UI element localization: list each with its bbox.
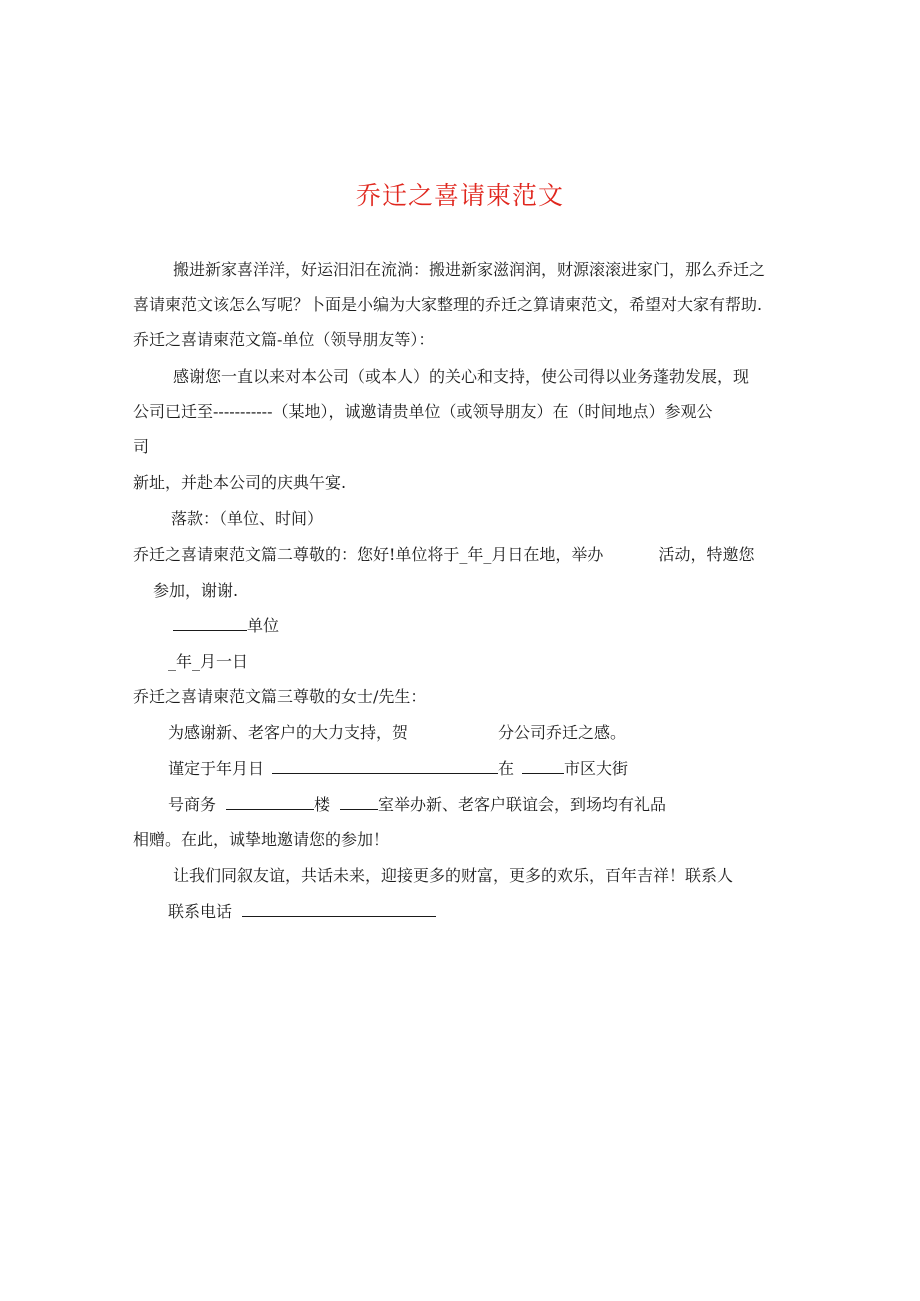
section-3-line-1-text-end: 分公司乔迁之感。 [498,723,627,742]
intro-line-1: 搬进新家喜洋洋，好运汨汨在流淌：搬进新家滋润润，财源滚滚进家门，那么乔迁之 [173,260,766,279]
section-1-heading: 乔迁之喜请柬范文篇-单位（领导朋友等）： [133,330,435,349]
section-2-date: _年_月一日 [168,652,249,671]
section-2-unit-line [173,615,279,637]
intro-line-2: 喜请柬范文该怎么写呢？卜面是小编为大家整理的乔迁之算请柬范文，希望对大家有帮助. [133,295,763,314]
section-2-line-1 [133,544,754,566]
section-3-line-1 [168,722,626,744]
section-3-line-3-text: 号商务 [168,795,217,814]
building-blank [226,794,314,810]
section-2-line-1-text-end: 活动，特邀您 [658,545,755,564]
section-1-paragraph-line-4: 新址，并赴本公司的庆典午宴. [133,473,347,492]
section-1-paragraph-line-3: 司 [133,437,150,456]
section-3-line-4: 相赠。在此，诚挚地邀请您的参加！ [133,830,390,849]
contact-phone-blank [242,901,436,917]
section-3-line-3-rest: 室举办新、老客户联谊会，到场均有礼品 [378,795,667,814]
section-3-line-2-street: 市区大街 [564,759,629,778]
section-3-line-2 [168,758,628,780]
document-title: 乔迁之喜请柬范文 [355,181,564,210]
section-3-line-2-at: 在 [498,759,515,778]
section-2-line-1-text: 乔迁之喜请柬范文篇二尊敬的：您好!单位将于_年_月日在地，举办 [133,545,604,564]
date-blank [272,758,498,774]
section-1-paragraph-line-2: 公司已迁至-----------（某地），诚邀请贵单位（或领导朋友）在（时间地点）参观公 [133,402,713,421]
section-1-signature: 落款：（单位、时间） [171,509,324,528]
section-2-line-2: 参加，谢谢. [153,581,239,600]
section-3-line-5: 让我们同叙友谊，共话未来，迎接更多的财富，更多的欢乐，百年吉祥！联系人 [173,866,734,885]
section-3-line-2-text: 谨定于年月日 [168,759,265,778]
unit-blank [173,615,247,631]
contact-phone-label: 联系电话 [168,902,233,921]
section-1-paragraph-line-1: 感谢您一直以来对本公司（或本人）的关心和支持，使公司得以业务蓬勃发展，现 [173,367,750,386]
section-3-line-1-text: 为感谢新、老客户的大力支持，贺 [168,723,409,742]
section-3-contact-phone [168,901,436,923]
section-3-line-3-floor: 楼 [314,795,331,814]
section-3-line-3 [168,794,666,816]
district-blank [522,758,564,774]
section-2-unit-label: 单位 [247,616,280,635]
room-blank [340,794,378,810]
section-3-heading: 乔迁之喜请柬范文篇三尊敬的女士/先生： [133,687,427,706]
